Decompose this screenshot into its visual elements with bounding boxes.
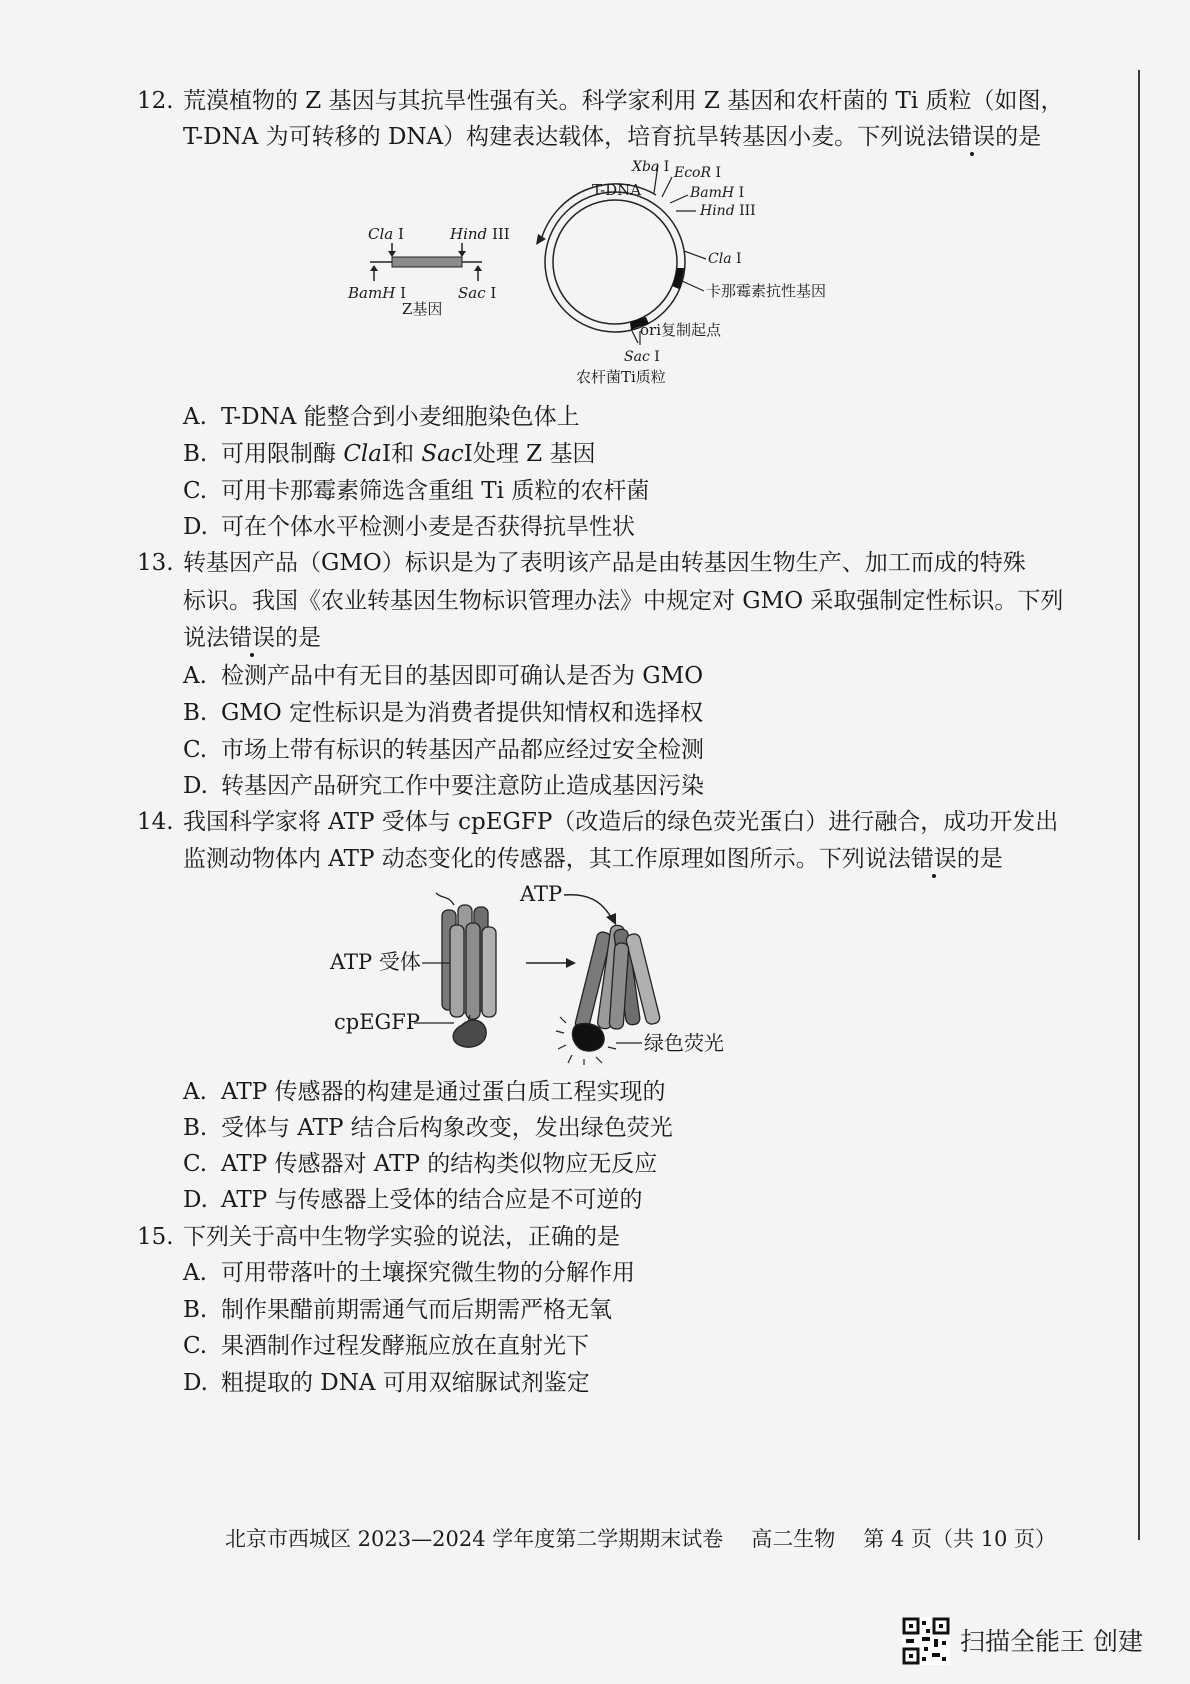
page-footer [225, 1523, 1084, 1553]
q13-option-a: A. 检测产品中有无目的基因即可确认是否为 GMO [183, 663, 704, 689]
footer-page: 第 4 页（共 10 页） [863, 1527, 1057, 1551]
svg-text:Hind III: Hind III [450, 225, 510, 243]
q13-line3: 说法错误的是 [183, 625, 321, 651]
q12-text-2-end: 的是 [995, 124, 1042, 150]
q12-option-b: B. 可用限制酶 ClaⅠ和 SacⅠ处理 Z 基因 [183, 441, 596, 467]
plasmid-label: 农杆菌Ti质粒 [576, 368, 666, 386]
kana-label: 卡那霉素抗性基因 [706, 282, 827, 300]
q14-line1: 14. 我国科学家将 ATP 受体与 cpEGFP（改造后的绿色荧光蛋白）进行融合，成功开发出 [137, 809, 1059, 835]
cpegfp-label: cpEGFP [334, 1010, 421, 1034]
q12-line2 [183, 120, 1041, 154]
z-gene-diagram [347, 225, 510, 318]
ori-label: ori复制起点 [640, 321, 721, 339]
q14-option-a: A. ATP 传感器的构建是通过蛋白质工程实现的 [183, 1079, 666, 1105]
q12-text-1: 荒漠植物的 Z 基因与其抗旱性强有关。科学家利用 Z 基因和农杆菌的 Ti 质粒（如图， [183, 88, 1064, 114]
svg-text:Cla I: Cla I [368, 225, 404, 243]
tdna-label: T-DNA [592, 181, 642, 199]
q15-line1: 15. 下列关于高中生物学实验的说法，正确的是 [137, 1224, 620, 1250]
q12-option-c: C. 可用卡那霉素筛选含重组 Ti 质粒的农杆菌 [183, 478, 650, 504]
q14-option-d: D. ATP 与传感器上受体的结合应是不可逆的 [183, 1187, 643, 1213]
q13-option-d: D. 转基因产品研究工作中要注意防止造成基因污染 [183, 773, 704, 799]
q12-figure [340, 155, 900, 395]
svg-text:BamH I: BamH I [348, 284, 406, 302]
svg-text:BamH I: BamH I [690, 185, 745, 201]
atp-label: ATP [520, 882, 563, 906]
q13-line2: 标识。我国《农业转基因生物标识管理办法》中规定对 GMO 采取强制定性标识。下列 [183, 588, 1064, 614]
svg-text:Xba I: Xba I [632, 159, 670, 175]
page-edge-line [1138, 70, 1140, 1540]
q15-option-c: C. 果酒制作过程发酵瓶应放在直射光下 [183, 1333, 589, 1359]
qr-code-icon [902, 1617, 950, 1665]
svg-text:Cla I: Cla I [708, 251, 742, 267]
q12-line1 [137, 84, 1064, 118]
svg-text:Sac I: Sac I [624, 349, 660, 365]
q14-option-b: B. 受体与 ATP 结合后构象改变，发出绿色荧光 [183, 1115, 673, 1141]
q13-option-b: B. GMO 定性标识是为消费者提供知情权和选择权 [183, 700, 704, 726]
q12-text-2: T-DNA 为可转移的 DNA）构建表达载体，培育抗旱转基因小麦。下列说法 [183, 124, 950, 150]
q15-option-b: B. 制作果醋前期需通气而后期需严格无氧 [183, 1297, 612, 1323]
q15-option-a: A. 可用带落叶的土壤探究微生物的分解作用 [183, 1260, 635, 1286]
q14-figure [320, 875, 780, 1065]
ti-plasmid-diagram [536, 159, 826, 386]
z-gene-label: Z基因 [402, 300, 443, 318]
footer-exam: 北京市西城区 2023—2024 学年度第二学期期末试卷 [225, 1527, 724, 1551]
q14-option-c: C. ATP 传感器对 ATP 的结构类似物应无反应 [183, 1151, 658, 1177]
q14-line2: 监测动物体内 ATP 动态变化的传感器，其工作原理如图所示。下列说法错误的是 [183, 846, 1003, 872]
q12-emphasis: 错误 [949, 124, 996, 150]
svg-text:Hind III: Hind III [700, 203, 756, 219]
svg-text:EcoR I: EcoR I [674, 165, 722, 181]
footer-subject: 高二生物 [751, 1527, 836, 1551]
q12-option-a: A. T-DNA 能整合到小麦细胞染色体上 [183, 404, 580, 430]
atp-receptor-label: ATP 受体 [330, 950, 421, 974]
q15-option-d: D. 粗提取的 DNA 可用双缩脲试剂鉴定 [183, 1370, 590, 1396]
atp-receptor-closed [436, 893, 496, 1047]
q13-option-c: C. 市场上带有标识的转基因产品都应经过安全检测 [183, 737, 704, 763]
fluorescence-label: 绿色荧光 [644, 1031, 724, 1055]
scanner-watermark: 扫描全能王 创建 [960, 1627, 1143, 1656]
q12-number: 12. [137, 88, 174, 114]
q13-line1: 13. 转基因产品（GMO）标识是为了表明该产品是由转基因生物生产、加工而成的特殊 [137, 550, 1026, 576]
svg-text:Sac I: Sac I [458, 284, 497, 302]
q12-option-d: D. 可在个体水平检测小麦是否获得抗旱性状 [183, 514, 635, 540]
